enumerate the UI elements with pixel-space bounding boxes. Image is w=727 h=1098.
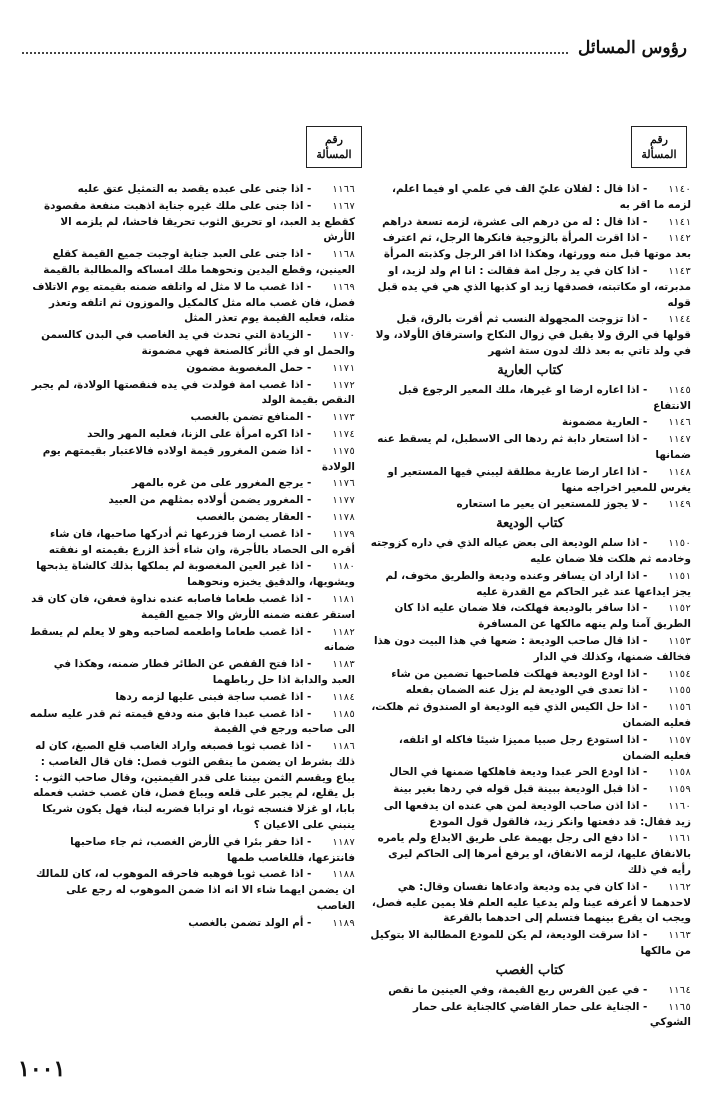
issue-entry: ١١٧٧ - المغرور يضمن أولاده بمثلهم من العبيد <box>27 493 355 509</box>
issue-entry: ١١٨٤ - اذا غصب ساجة فبنى عليها لزمه ردها <box>27 690 355 706</box>
label-word-issue: المسألة <box>641 148 677 161</box>
issue-number: ١١٥٥ <box>667 685 691 697</box>
issue-entry: ١١٥٠ - اذا سلم الوديعة الى بعض عياله الذي في داره كزوجته وخادمه ثم هلكت فلا ضمان عليه <box>370 537 691 565</box>
issue-text: اذا غير العين المغصوبة لم يملكها بذلك كالشاة يذبحها ويشويها، والدقيق يخبزه ونحوهما <box>36 560 355 589</box>
issue-entry: ١١٦٦ - اذا جنى على عبده يقصد به التمثيل عتق عليه <box>27 182 355 198</box>
issue-number: ١١٧٠ <box>331 330 355 342</box>
issue-number: ١١٦٤ <box>667 984 691 996</box>
issue-number: ١١٦٠ <box>667 800 691 812</box>
issue-number: ١١٤٩ <box>667 499 691 511</box>
issue-number: ١١٥٧ <box>667 734 691 746</box>
issue-number: ١١٤٥ <box>667 384 691 396</box>
issue-text: اذا غصب ارضا فزرعها ثم أدركها صاحبها، فان شاء أقره الى الحصاد بالأجرة، وان شاء أخذ الزرع بقيمته او نفقته <box>48 527 355 556</box>
issue-text: اذا استودع رجل صبيا مميزا شيئا فاكله او اتلفه، فعليه الضمان <box>398 733 691 762</box>
issue-number-label-left <box>306 126 362 168</box>
issue-text: اذا قبل الوديعة ببينة قبل قوله في ردها بغير بينة <box>393 783 640 796</box>
issue-text: اذا ضمن المغرور قيمة اولاده فالاعتبار بقيمتهم يوم الولادة <box>42 444 355 473</box>
issue-text: اذا غصب امة فولدت في يده فنقصتها الولادة، لم يجبر النقص بقيمة الولد <box>31 378 355 407</box>
issue-entry: ١١٦٧ - اذا جنى على ملك غيره جناية اذهبت منفعة مقصودة كقطع يد العبد، او تحريق الثوب تحريقا فاحشا، لم يلزمه الا الأرش <box>44 199 355 244</box>
issue-entry: ١١٥٨ - اذا اودع الحر عبدا وديعة فاهلكها ضمنها في الحال <box>369 765 691 781</box>
issue-text: اذا حفر بئرا في الأرض الغصب، ثم جاء صاحبها فانتزعها، فللغاصب طمها <box>70 835 355 864</box>
issue-text: اذا غصب ثوبا فصبغه واراد الغاصب قلع الصبغ، كان له ذلك بشرط ان يضمن ما ينقص الثوب فصل: فان قال الغاصب : يباع ويقسم الثمن بيننا على قدر القيمتين، وقال صاحب الثوب : بل يقلع، لم يجبر على قلعه ويباع فصل، فان غصب خشب فعمله بابا، او غزلا فنسجه ثوبا، او ترابا فضربه لبنا، فهل يكون شريكا ينبني على الاعيان ؟ <box>33 740 355 832</box>
issue-entry: ١١٨٠ - اذا غير العين المغصوبة لم يملكها بذلك كالشاة يذبحها ويشويها، والدقيق يخبزه ونحوهما <box>36 560 355 589</box>
issue-number: ١١٦٢ <box>667 881 691 893</box>
issue-entry: ١١٤٠ - اذا قال : لفلان عليّ الف في علمي او فيما اعلم، لزمه ما اقر به <box>392 183 691 211</box>
issue-entry: ١١٤٧ - اذا استعار دابة ثم ردها الى الاسطبل، لم يسقط عنه ضمانها <box>377 433 691 461</box>
issue-text: اذا اودع الحر عبدا وديعة فاهلكها ضمنها في الحال <box>389 766 640 779</box>
issue-number: ١١٦٣ <box>667 930 691 942</box>
issue-number: ١١٧٣ <box>331 412 355 424</box>
label-word-number: رقم <box>325 133 343 146</box>
issue-text: العارية مضمونة <box>562 416 640 429</box>
issue-number: ١١٧٧ <box>331 495 355 507</box>
issue-text: اذا دفع الى رجل بهيمة على طريق الايداع ولم يامره بالانفاق عليها، لزمه الانفاق، او يرفع أمرها إلى الحاكم ليرى رأيه في ذلك <box>377 832 691 877</box>
issue-text: المغرور يضمن أولاده بمثلهم من العبيد <box>108 494 304 507</box>
issue-number: ١١٥٩ <box>667 784 691 796</box>
issue-entry: ١١٦٩ - اذا غصب ما لا مثل له واتلفه ضمنه بقيمته يوم الاتلاف فصل، فان غصب ماله مثل كالمكيل والموزون ثم اتلفه وتعذر مثله، فعليه القيمة يوم تعذر المثل <box>32 280 355 325</box>
issue-number: ١١٥١ <box>667 570 691 582</box>
issue-number: ١١٤٠ <box>667 184 691 195</box>
running-header <box>22 30 687 58</box>
left-column <box>27 182 355 933</box>
issue-text: اذا قال : لفلان عليّ الف في علمي او فيما اعلم، لزمه ما اقر به <box>392 183 691 211</box>
issue-number: ١١٨٨ <box>331 869 355 881</box>
issue-entry: ١١٧١ - حمل المغصوبة مضمون <box>27 361 355 377</box>
header-dotted-rule <box>22 52 568 54</box>
issue-number: ١١٨٢ <box>331 626 355 638</box>
label-word-issue: المسألة <box>316 148 352 161</box>
issue-entry: ١١٦٢ - اذا كان في يده وديعة وادعاها نفسان وقال: هي لاحدهما لا أعرفه عينا ولم يدعيا عليه العلم فلا يمين عليه فصل، ويجب ان يقرع بينهما فتسلم إلى احدهما بالقرعة <box>371 880 691 925</box>
issue-text: يرجع المغرور على من غره بالمهر <box>131 477 304 490</box>
issue-text: اذا كان في يد رجل امة فقالت : انا ام ولد لزيد، او مدبرته، او مكاتبته، فصدقها زيد او كذبها الذي هي في يده قبل قوله <box>377 264 691 309</box>
issue-number: ١١٤٤ <box>667 314 691 326</box>
issue-entry: ١١٨٩ - أم الولد تضمن بالغصب <box>27 916 355 932</box>
running-title: رؤوس المسائل <box>578 38 687 58</box>
right-column <box>369 182 691 1032</box>
issue-text: اذا غصب طعاما واطعمه لصاحبه وهو لا يعلم لم يسقط ضمانه <box>29 625 355 654</box>
issue-entry: ١١٥٦ - اذا حل الكيس الذي فيه الوديعة او الصندوق ثم هلكت، فعليه الضمان <box>371 701 691 729</box>
issue-text: اذا حل الكيس الذي فيه الوديعة او الصندوق ثم هلكت، فعليه الضمان <box>371 701 691 729</box>
issue-number: ١١٧٥ <box>331 445 355 457</box>
issue-number: ١١٥٤ <box>667 668 691 680</box>
issue-text: اذا غصب ساجة فبنى عليها لزمه ردها <box>115 690 304 703</box>
issue-text: اذا غصب ما لا مثل له واتلفه ضمنه بقيمته يوم الاتلاف فصل، فان غصب ماله مثل كالمكيل والموزون ثم اتلفه وتعذر مثله، فعليه القيمة يوم تعذر المثل <box>32 280 355 325</box>
issue-text: اذا تعدى في الوديعة لم يزل عنه الضمان بفعله <box>405 684 640 697</box>
issue-number: ١١٤١ <box>667 216 691 228</box>
issue-entry: ١١٤٤ - اذا تزوجت المجهولة النسب ثم أقرت بالرق، قبل قولها في الرق ولا يقبل في زوال النكاح واسترقاق الأولاد، ولا في ولد تاتي به بعد ذلك لدون ستة اشهر <box>375 313 691 357</box>
section-heading: كتاب الوديعة <box>496 516 564 532</box>
issue-number: ١١٧٢ <box>331 379 355 391</box>
issue-number: ١١٨١ <box>331 593 355 605</box>
issue-text: لا يجوز للمستعير ان يعير ما استعاره <box>456 498 640 511</box>
issue-entry: ١١٧٠ - الزيادة التي تحدث في يد الغاصب في البدن كالسمن والحمل او في الأثر كالصنعة فهي مضمونة <box>41 329 355 357</box>
issue-number: ١١٧١ <box>331 362 355 374</box>
issue-entry: ١١٥٢ - اذا سافر بالوديعة فهلكت، فلا ضمان عليه اذا كان الطريق آمنا ولم ينهه مالكها عن المسافرة <box>394 602 691 631</box>
issue-entry: ١١٨٧ - اذا حفر بئرا في الأرض الغصب، ثم جاء صاحبها فانتزعها، فللغاصب طمها <box>70 835 355 864</box>
issue-text: الزيادة التي تحدث في يد الغاصب في البدن كالسمن والحمل او في الأثر كالصنعة فهي مضمونة <box>41 329 355 357</box>
issue-text: في عين الفرس ربع القيمة، وفي العينين ما نقص <box>388 983 640 996</box>
issue-entry: ١١٤٣ - اذا كان في يد رجل امة فقالت : انا ام ولد لزيد، او مدبرته، او مكاتبته، فصدقها زيد او كذبها الذي هي في يده قبل قوله <box>377 264 691 309</box>
issue-number: ١١٧٨ <box>331 511 355 523</box>
issue-entry: ١١٤٦ - العارية مضمونة <box>369 415 691 431</box>
issue-entry: ١١٨٣ - اذا فتح القفص عن الطائر فطار ضمنه، وهكذا في العبد والدابة اذا حل رباطهما <box>53 658 355 686</box>
issue-text: الجناية على حمار القاضي كالجناية على حمار الشوكي <box>412 1000 691 1029</box>
issue-text: اذا سافر بالوديعة فهلكت، فلا ضمان عليه اذا كان الطريق آمنا ولم ينهه مالكها عن المسافرة <box>394 602 691 631</box>
issue-number: ١١٨٤ <box>331 691 355 703</box>
issue-entry: ١١٦٣ - اذا سرقت الوديعة، لم يكن للمودع المطالبة الا بتوكيل من مالكها <box>370 929 691 958</box>
issue-text: اذا اراد ان يسافر وعنده وديعة والطريق مخوف، لم يجز ايداعها عند غير الحاكم مع القدرة عليه <box>385 569 691 598</box>
issue-number: ١١٦٧ <box>331 200 355 212</box>
issue-number: ١١٦٦ <box>331 184 355 195</box>
issue-text: اذا اعار ارضا عارية مطلقة ليبني فيها المستعير او يغرس للمعير اخراجه منها <box>387 465 691 494</box>
issue-number: ١١٥٢ <box>667 603 691 615</box>
issue-number: ١١٥٠ <box>667 538 691 550</box>
issue-number: ١١٧٤ <box>331 428 355 440</box>
issue-text: اذا استعار دابة ثم ردها الى الاسطبل، لم يسقط عنه ضمانها <box>377 433 691 461</box>
label-word-number: رقم <box>650 133 668 146</box>
issue-number: ١١٨٧ <box>331 836 355 848</box>
issue-entry: ١١٧٤ - اذا اكره امرأة على الزنا، فعليه المهر والحد <box>27 427 355 443</box>
issue-number: ١١٤٨ <box>667 466 691 478</box>
issue-text: حمل المغصوبة مضمون <box>186 361 304 374</box>
issue-entry: ١١٨١ - اذا غصب طعاما فاصابه عنده نداوة فعفن، فان كان قد استقر عفنه ضمنه الأرش والا جميع القيمة <box>31 592 355 621</box>
issue-number: ١١٦٨ <box>331 249 355 261</box>
issue-text: اذا قال صاحب الوديعة : ضعها في هذا البيت دون هذا فخالف ضمنها، وكذلك في الدار <box>373 634 691 663</box>
issue-number: ١١٥٦ <box>667 702 691 714</box>
issue-entry: ١١٦٠ - اذا اذن صاحب الوديعة لمن هي عنده ان يدفعها الى زيد فقال: قد دفعتها وانكر زيد، فالقول قول المودع <box>383 799 691 828</box>
issue-text: اذا سرقت الوديعة، لم يكن للمودع المطالبة الا بتوكيل من مالكها <box>370 929 691 958</box>
issue-entry: ١١٤٢ - اذا اقرت المرأة بالزوجية فانكرها الرجل، ثم اعترف بعد موتها قبل منه وورثها، وهكذا اذا اقر الرجل وكذبته المرأة <box>382 232 691 261</box>
issue-number: ١١٤٦ <box>667 417 691 429</box>
issue-number: ١١٦٥ <box>667 1001 691 1013</box>
issue-number: ١١٨٣ <box>331 659 355 671</box>
issue-text: اذا قال : له من درهم الى عشرة، لزمه تسعة دراهم <box>382 215 640 228</box>
issue-text: اذا جنى على ملك غيره جناية اذهبت منفعة مقصودة كقطع يد العبد، او تحريق الثوب تحريقا فاحشا، لم يلزمه الا الأرش <box>44 199 355 244</box>
issue-number: ١١٧٦ <box>331 478 355 490</box>
issue-entry: ١١٨٦ - اذا غصب ثوبا فصبغه واراد الغاصب قلع الصبغ، كان له ذلك بشرط ان يضمن ما ينقص الثوب فصل: فان قال الغاصب : يباع ويقسم الثمن بيننا على قدر القيمتين، وقال صاحب الثوب : بل يقلع، لم يجبر على قلعه ويباع فصل، فان غصب خشب فعمله بابا، او غزلا فنسجه ثوبا، او ترابا فضربه لبنا، فهل يكون شريكا ينبني على الاعيان ؟ <box>33 740 355 832</box>
issue-entry: ١١٤٩ - لا يجوز للمستعير ان يعير ما استعاره <box>369 497 691 513</box>
issue-entry: ١١٥١ - اذا اراد ان يسافر وعنده وديعة والطريق مخوف، لم يجز ايداعها عند غير الحاكم مع القدرة عليه <box>385 569 691 598</box>
issue-entry: ١١٦١ - اذا دفع الى رجل بهيمة على طريق الايداع ولم يامره بالانفاق عليها، لزمه الانفاق، او يرفع أمرها إلى الحاكم ليرى رأيه في ذلك <box>377 832 691 877</box>
page-number: ١٠٠١ <box>18 1056 66 1082</box>
issue-entry: ١١٤٥ - اذا اعاره ارضا او غيرها، ملك المعير الرجوع قبل الانتفاع <box>398 383 691 412</box>
issue-number: ١١٨٠ <box>331 561 355 573</box>
issue-text: اذا سلم الوديعة الى بعض عياله الذي في داره كزوجته وخادمه ثم هلكت فلا ضمان عليه <box>370 537 691 565</box>
issue-text: اذا فتح القفص عن الطائر فطار ضمنه، وهكذا في العبد والدابة اذا حل رباطهما <box>53 658 355 686</box>
issue-text: اذا كان في يده وديعة وادعاها نفسان وقال: هي لاحدهما لا أعرفه عينا ولم يدعيا عليه العلم فلا يمين عليه فصل، ويجب ان يقرع بينهما فتسلم إلى احدهما بالقرعة <box>371 880 691 925</box>
issue-text: اذا تزوجت المجهولة النسب ثم أقرت بالرق، قبل قولها في الرق ولا يقبل في زوال النكاح واسترقاق الأولاد، ولا في ولد تاتي به بعد ذلك لدون ستة اشهر <box>375 313 691 357</box>
issue-entry: ١١٥٣ - اذا قال صاحب الوديعة : ضعها في هذا البيت دون هذا فخالف ضمنها، وكذلك في الدار <box>373 634 691 663</box>
issue-entry: ١١٨٨ - اذا غصب ثوبا فوهبه فاحرقه الموهوب له، كان للمالك ان يضمن ايهما شاء الا انه اذا ضمن الموهوب له رجع على الغاصب <box>36 868 355 913</box>
issue-text: المنافع تضمن بالغصب <box>190 411 304 424</box>
issue-text: اذا غصب طعاما فاصابه عنده نداوة فعفن، فان كان قد استقر عفنه ضمنه الأرش والا جميع القيمة <box>31 592 355 621</box>
issue-text: اذا اكره امرأة على الزنا، فعليه المهر والحد <box>87 427 304 440</box>
issue-text: اذا اعاره ارضا او غيرها، ملك المعير الرجوع قبل الانتفاع <box>398 383 691 412</box>
issue-entry: ١١٨٢ - اذا غصب طعاما واطعمه لصاحبه وهو لا يعلم لم يسقط ضمانه <box>29 625 355 654</box>
issue-text: العقار يضمن بالغصب <box>196 510 304 523</box>
issue-entry: ١١٦٤ - في عين الفرس ربع القيمة، وفي العينين ما نقص <box>369 983 691 999</box>
issue-text: اذا اذن صاحب الوديعة لمن هي عنده ان يدفعها الى زيد فقال: قد دفعتها وانكر زيد، فالقول قول المودع <box>383 799 691 828</box>
issue-entry: ١١٧٦ - يرجع المغرور على من غره بالمهر <box>27 476 355 492</box>
issue-entry: ١١٧٩ - اذا غصب ارضا فزرعها ثم أدركها صاحبها، فان شاء أقره الى الحصاد بالأجرة، وان شاء أخذ الزرع بقيمته او نفقته <box>48 527 355 556</box>
issue-entry: ١١٧٥ - اذا ضمن المغرور قيمة اولاده فالاعتبار بقيمتهم يوم الولادة <box>42 444 355 473</box>
issue-entry: ١١٥٧ - اذا استودع رجل صبيا مميزا شيئا فاكله او اتلفه، فعليه الضمان <box>398 733 691 762</box>
issue-text: اذا جنى على عبده يقصد به التمثيل عتق عليه <box>77 183 304 195</box>
issue-number: ١١٤٣ <box>667 265 691 277</box>
issue-number: ١١٤٧ <box>667 434 691 446</box>
issue-entry: ١١٥٩ - اذا قبل الوديعة ببينة قبل قوله في ردها بغير بينة <box>369 782 691 798</box>
issue-number: ١١٦١ <box>667 833 691 845</box>
issue-number: ١١٧٩ <box>331 528 355 540</box>
issue-number: ١١٦٩ <box>331 281 355 293</box>
issue-entry: ١١٤٨ - اذا اعار ارضا عارية مطلقة ليبني فيها المستعير او يغرس للمعير اخراجه منها <box>387 465 691 494</box>
issue-entry: ١١٦٥ - الجناية على حمار القاضي كالجناية على حمار الشوكي <box>412 1000 691 1029</box>
issue-text: اذا اقرت المرأة بالزوجية فانكرها الرجل، ثم اعترف بعد موتها قبل منه وورثها، وهكذا اذا اقر الرجل وكذبته المرأة <box>382 232 691 261</box>
section-heading: كتاب الغصب <box>495 962 565 978</box>
issue-entry: ١١٨٥ - اذا غصب عبدا فابق منه ودفع قيمته ثم قدر عليه سلمه الى صاحبه ورجع في القيمة <box>29 707 355 736</box>
issue-entry: ١١٧٣ - المنافع تضمن بالغصب <box>27 410 355 426</box>
issue-text: اذا غصب ثوبا فوهبه فاحرقه الموهوب له، كان للمالك ان يضمن ايهما شاء الا انه اذا ضمن الموهوب له رجع على الغاصب <box>36 868 355 913</box>
issue-number: ١١٥٨ <box>667 767 691 779</box>
issue-text: اذا اودع الوديعة فهلكت فلصاحبها تضمين من شاء <box>391 667 640 680</box>
issue-entry: ١١٧٢ - اذا غصب امة فولدت في يده فنقصتها الولادة، لم يجبر النقص بقيمة الولد <box>31 378 355 407</box>
issue-number: ١١٥٣ <box>667 635 691 647</box>
issue-number: ١١٨٥ <box>331 708 355 720</box>
issue-entry: ١١٧٨ - العقار يضمن بالغصب <box>27 510 355 526</box>
issue-entry: ١١٦٨ - اذا جنى على العبد جناية اوجبت جميع القيمة كقلع العينين، وقطع اليدين ونحوهما ملك امساكه والمطالبة بالقيمة <box>43 248 355 276</box>
issue-entry: ١١٤١ - اذا قال : له من درهم الى عشرة، لزمه تسعة دراهم <box>369 215 691 231</box>
issue-text: اذا غصب عبدا فابق منه ودفع قيمته ثم قدر عليه سلمه الى صاحبه ورجع في القيمة <box>29 707 355 736</box>
issue-entry: ١١٥٤ - اذا اودع الوديعة فهلكت فلصاحبها تضمين من شاء <box>369 667 691 683</box>
issue-text: أم الولد تضمن بالغصب <box>188 916 304 929</box>
issue-number: ١١٨٦ <box>331 741 355 753</box>
issue-text: اذا جنى على العبد جناية اوجبت جميع القيمة كقلع العينين، وقطع اليدين ونحوهما ملك امساكه والمطالبة بالقيمة <box>43 248 355 276</box>
issue-number-label-right <box>631 126 687 168</box>
issue-entry: ١١٥٥ - اذا تعدى في الوديعة لم يزل عنه الضمان بفعله <box>369 683 691 699</box>
section-heading: كتاب العارية <box>497 362 563 378</box>
issue-number: ١١٨٩ <box>331 917 355 929</box>
issue-number: ١١٤٢ <box>667 233 691 245</box>
